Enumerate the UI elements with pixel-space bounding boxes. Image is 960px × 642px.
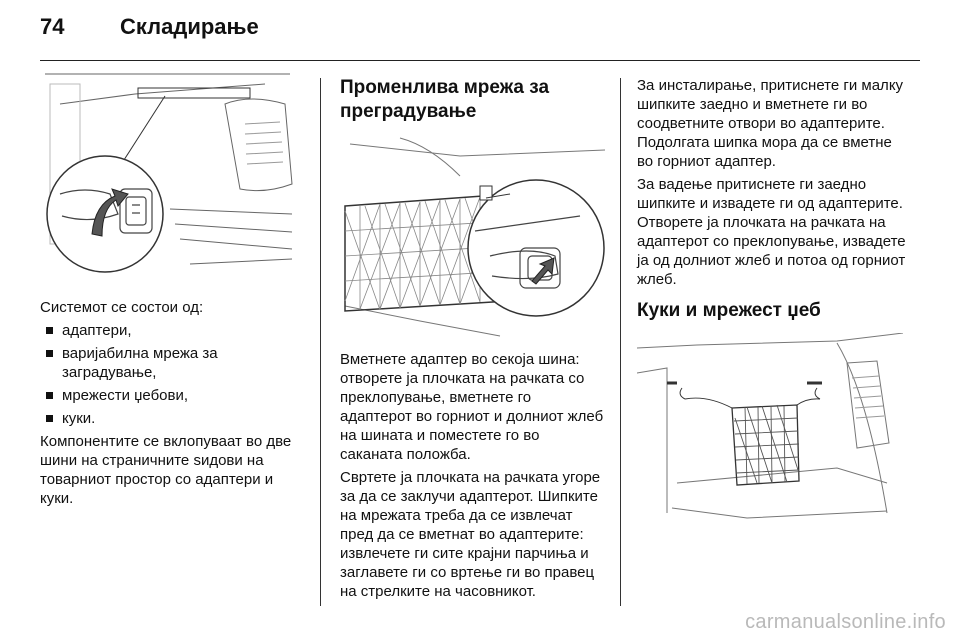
column-divider-1 xyxy=(320,78,321,606)
list-item: варијабилна мрежа за заградување, xyxy=(40,344,302,382)
column-1 xyxy=(40,64,302,512)
bullet-square-icon xyxy=(46,350,53,357)
list-item: мрежести џебови, xyxy=(40,386,302,405)
bullet-square-icon xyxy=(46,327,53,334)
watermark-text: carmanualsonline.info xyxy=(745,611,946,633)
list-item: куки. xyxy=(40,409,302,428)
column-2 xyxy=(340,64,605,605)
partition-net-illustration xyxy=(340,136,605,340)
section-heading-partition-net: Променлива мрежа за преградување xyxy=(340,77,550,122)
column-3 xyxy=(637,64,907,523)
header-rule xyxy=(40,60,920,61)
list-item: адаптери, xyxy=(40,321,302,340)
components-list xyxy=(40,321,302,428)
install-adapter-text: Вметнете адаптер во секоја шина: отворете ја плочката на рачката со преклопување, вметнете го адаптерот во горниот и долниот жлеб на шината и поместете го во саканата положба. xyxy=(340,351,604,463)
hooks-net-pocket-illustration xyxy=(637,333,903,523)
lock-adapter-text: Свртете ја плочката на рачката угоре за да се заклучи адаптерот. Шипките на мрежата треба да се извлечат пред да се вметнат во адаптерите: извлечете ги сите крајни парчиња и заглавете ги со вртење ги во правец на стрелките на часовникот. xyxy=(340,469,601,600)
column-divider-2 xyxy=(620,78,621,606)
bullet-square-icon xyxy=(46,392,53,399)
install-rods-text: За инсталирање, притиснете ги малку шипките заедно и вметнете ги во соодветните отвори во адаптерите. Подолгата шипка мора да се вметне во горниот адаптер. xyxy=(637,77,904,170)
adapter-rail-illustration xyxy=(40,64,302,284)
section-heading-hooks-net-pocket: Куки и мрежест џеб xyxy=(637,300,821,321)
remove-rods-text: За вадење притиснете ги заедно шипките и извадете ги од адаптерите. Отворете ја плочката на рачката на адаптерот со преклопување, извадете ја од долниот жлеб и потоа од горниот жлеб. xyxy=(637,176,906,288)
page-header xyxy=(40,14,920,54)
page-title: Складирање xyxy=(120,14,259,39)
system-intro-text: Системот се состои од: xyxy=(40,299,204,316)
bullet-square-icon xyxy=(46,415,53,422)
page-number: 74 xyxy=(40,14,65,39)
components-paragraph: Компонентите се вклопуваат во две шини на страничните ѕидови на товарниот простор со адаптери и куки. xyxy=(40,433,292,507)
